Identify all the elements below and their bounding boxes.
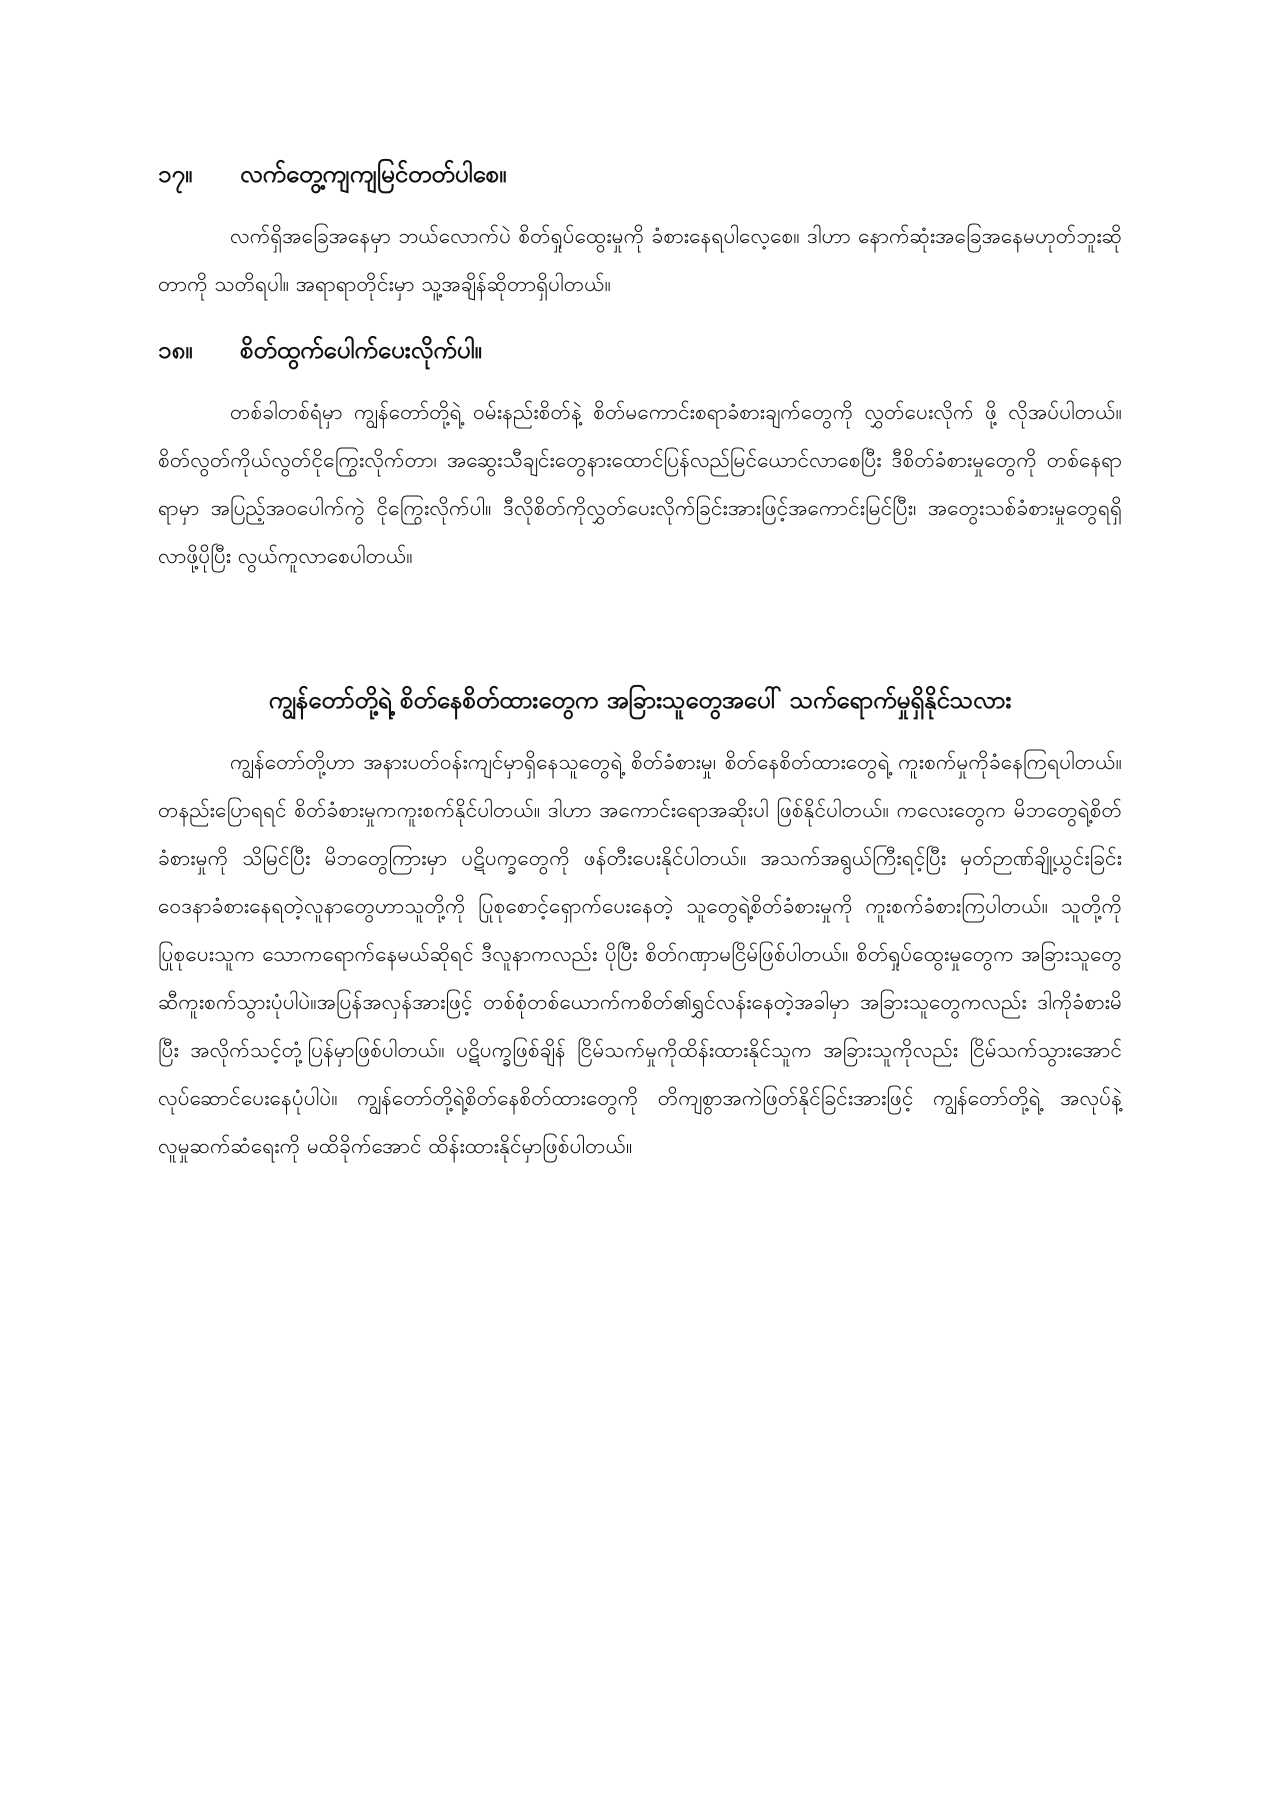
section-17-heading [158,150,1122,198]
section-spacer [158,598,1122,676]
section-17-paragraph: လက်ရှိအခြေအနေမှာ ဘယ်လောက်ပဲ စိတ်ရှုပ်ထွေးမှုကို ခံစားနေရပါလေ့စေ။ ဒါဟာ နောက်ဆုံးအခြေအနေမဟုတ်ဘူးဆိုတာကို သတိရပါ။ အရာရာတိုင်းမှာ သူ့အချိန်ဆိုတာရှိပါတယ်။ [158,224,1122,296]
section-18-heading [158,326,1122,374]
section-17-title: လက်တွေ့ကျကျမြင်တတ်ပါစေ။ [240,160,507,188]
document-content [158,150,1122,1188]
article-paragraph: ကျွန်တော်တို့ဟာ အနားပတ်ဝန်းကျင်မှာရှိနေသူတွေရဲ့ စိတ်ခံစားမှု၊ စိတ်နေစိတ်ထားတွေရဲ့ ကူးစက်မှုကိုခံနေကြရပါတယ်။ တနည်းပြောရရင် စိတ်ခံစားမှုကကူးစက်နိုင်ပါတယ်။ ဒါဟာ အကောင်းရောအဆိုးပါ ဖြစ်နိုင်ပါတယ်။ ကလေးတွေက မိဘတွေရဲ့စိတ်ခံစားမှုကို သိမြင်ပြီး မိဘတွေကြားမှာ ပဋိပက္ခတွေကို ဖန်တီးပေးနိုင်ပါတယ်။ အသက်အရွယ်ကြီးရင့်ပြီး မှတ်ဉာဏ်ချို့ယွင်းခြင်း ဝေဒနာခံစားနေရတဲ့လူနာတွေဟာသူတို့ကို ပြုစုစောင့်ရှောက်ပေးနေတဲ့ သူတွေရဲ့စိတ်ခံစားမှုကို ကူးစက်ခံစားကြပါတယ်။ သူတို့ကိုပြုစုပေးသူက သောကရောက်နေမယ်ဆိုရင် ဒီလူနာကလည်း ပိုပြီး စိတ်ဂဏှာမငြိမ်ဖြစ်ပါတယ်။ စိတ်ရှုပ်ထွေးမှုတွေက အခြားသူတွေဆီကူးစက်သွားပုံပါပဲ။အပြန်အလှန်အားဖြင့် တစ်စုံတစ်ယောက်ကစိတ်၏ရွှင်လန်းနေတဲ့အခါမှာ အခြားသူတွေကလည်း ဒါကိုခံစားမိပြီး အလိုက်သင့်တုံ့ပြန်မှာဖြစ်ပါတယ်။ ပဋိပက္ခဖြစ်ချိန် ငြိမ်သက်မှုကိုထိန်းထားနိုင်သူက အခြားသူကိုလည်း ငြိမ်သက်သွားအောင် လုပ်ဆောင်ပေးနေပုံပါပဲ။ ကျွန်တော်တို့ရဲ့စိတ်နေစိတ်ထားတွေကို တိကျစွာအကဲဖြတ်နိုင်ခြင်းအားဖြင့် ကျွန်တော်တို့ရဲ့ အလုပ်နဲ့ လူမှုဆက်ဆံရေးကို မထိခိုက်အောင် ထိန်းထားနိုင်မှာဖြစ်ပါတယ်။ [158,750,1122,1158]
section-18-paragraph: တစ်ခါတစ်ရံမှာ ကျွန်တော်တို့ရဲ့ ဝမ်းနည်းစိတ်နဲ့ စိတ်မကောင်းစရာခံစားချက်တွေကို လွှတ်ပေးလိုက် ဖို့ လိုအပ်ပါတယ်။ စိတ်လွတ်ကိုယ်လွတ်ငိုကြွေးလိုက်တာ၊ အဆွေးသီချင်းတွေနားထောင်ပြန်လည်မြင်ယောင်လာစေပြီး ဒီစိတ်ခံစားမှုတွေကို တစ်နေရာရာမှာ အပြည့်အဝပေါက်ကွဲ ငိုကြွေးလိုက်ပါ။ ဒီလိုစိတ်ကိုလွှတ်ပေးလိုက်ခြင်းအားဖြင့်အကောင်းမြင်ပြီး၊ အတွေးသစ်ခံစားမှုတွေရရှိလာဖို့ပိုပြီး လွယ်ကူလာစေပါတယ်။ [158,400,1122,568]
section-18-title: စိတ်ထွက်ပေါက်ပေးလိုက်ပါ။ [240,336,482,364]
section-18-number: ၁၈။ [158,336,193,364]
article-heading: ကျွန်တော်တို့ရဲ့ စိတ်နေစိတ်ထားတွေက အခြားသူတွေအပေါ် သက်ရောက်မှုရှိနိုင်သလား [268,686,1012,714]
section-17-number: ၁၇။ [158,160,193,188]
